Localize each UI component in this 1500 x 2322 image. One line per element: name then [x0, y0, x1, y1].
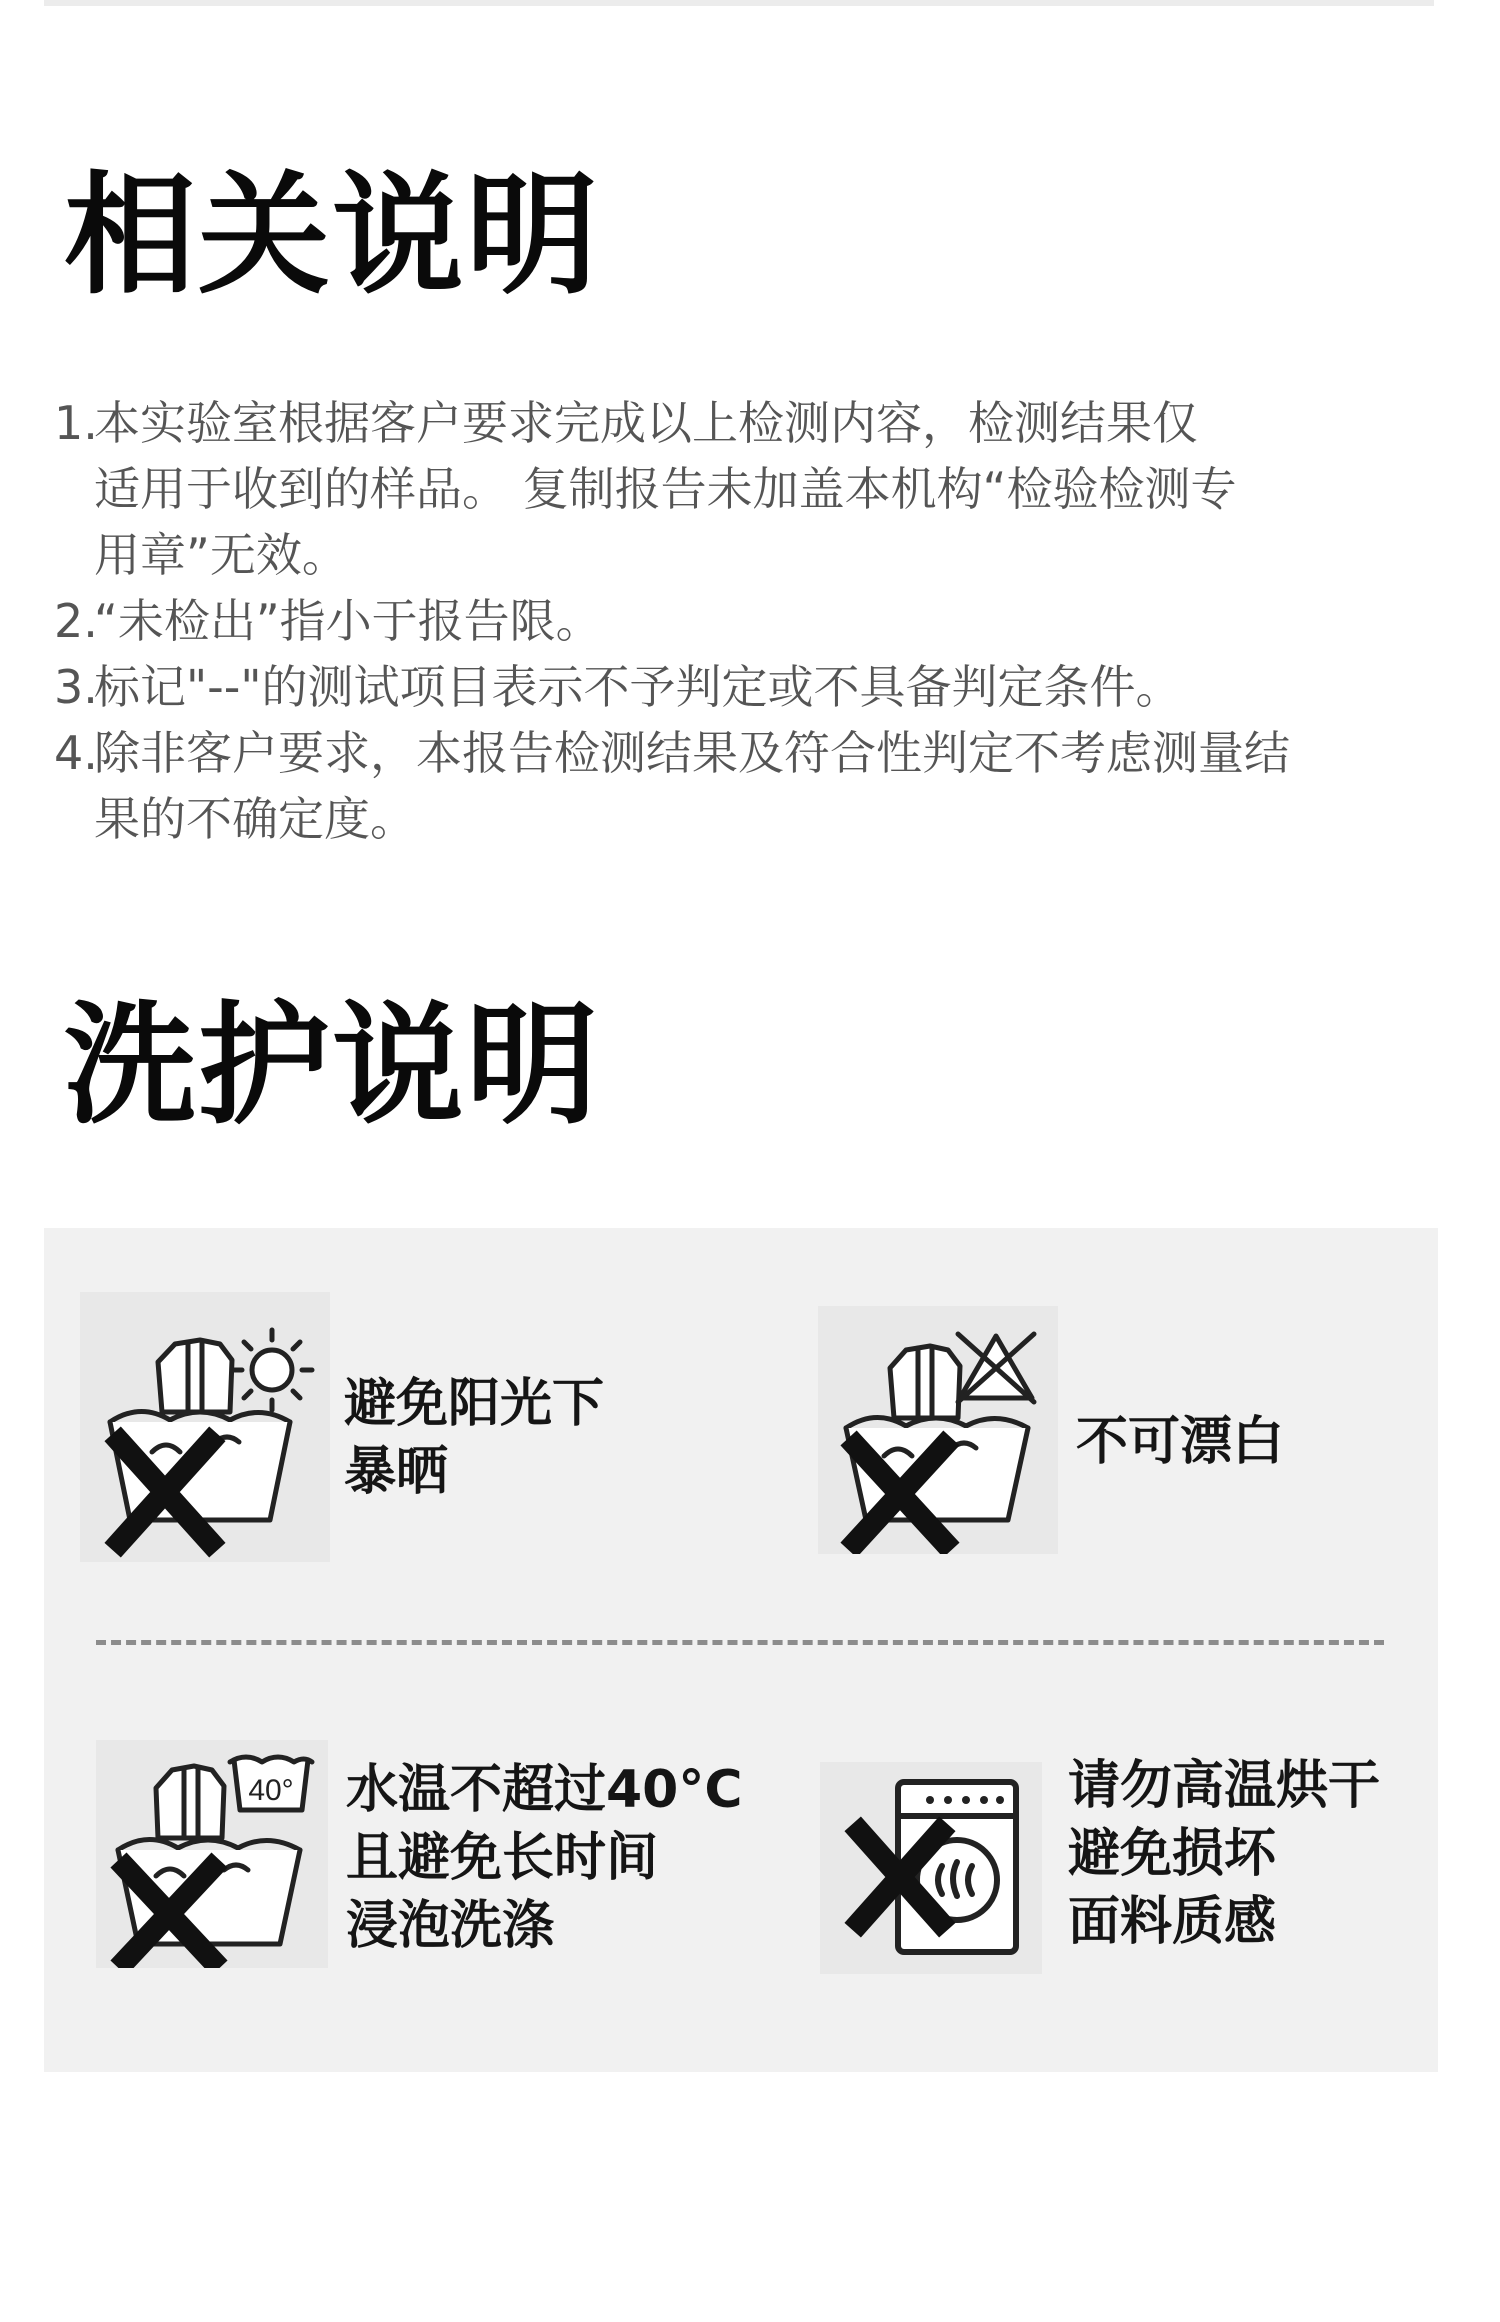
no-sun-dry-icon [80, 1292, 330, 1562]
dashed-divider [96, 1640, 1384, 1645]
svg-text:40°: 40° [248, 1774, 294, 1807]
note-line: 标记"--"的测试项目表示不予判定或不具备判定条件。 [94, 660, 1182, 714]
note-line: 适用于收到的样品。 复制报告未加盖本机构“检验检测专 [94, 462, 1237, 516]
top-divider [44, 0, 1434, 6]
care-text-wash-temperature: 水温不超过40°C 且避免长时间 浸泡洗涤 [346, 1760, 743, 1956]
note-line: “未检出”指小于报告限。 [94, 594, 602, 648]
note-number: 3. [54, 660, 98, 714]
care-text-no-bleach: 不可漂白 [1076, 1412, 1285, 1472]
no-tumble-dry-icon [820, 1762, 1042, 1974]
care-text-no-tumble-dry: 请勿高温烘干 避免损坏 面料质感 [1068, 1756, 1381, 1952]
wash-40-icon [96, 1740, 328, 1968]
note-number: 4. [54, 726, 98, 780]
care-text-no-sun: 避免阳光下 暴晒 [344, 1374, 605, 1502]
note-item [54, 390, 1454, 588]
note-number: 1. [54, 396, 98, 450]
related-notes-title: 相关说明 [64, 159, 600, 313]
note-item [54, 654, 1454, 720]
care-instructions-panel [44, 1228, 1438, 2072]
care-instructions-title: 洗护说明 [64, 989, 600, 1143]
related-notes-list [54, 390, 1454, 852]
note-line: 除非客户要求，本报告检测结果及符合性判定不考虑测量结 [94, 726, 1290, 780]
note-item [54, 588, 1454, 654]
note-line: 用章”无效。 [94, 528, 348, 582]
note-item [54, 720, 1454, 852]
note-number: 2. [54, 594, 98, 648]
note-line: 本实验室根据客户要求完成以上检测内容，检测结果仅 [94, 396, 1198, 450]
note-line: 果的不确定度。 [94, 792, 416, 846]
no-bleach-icon [818, 1306, 1058, 1554]
